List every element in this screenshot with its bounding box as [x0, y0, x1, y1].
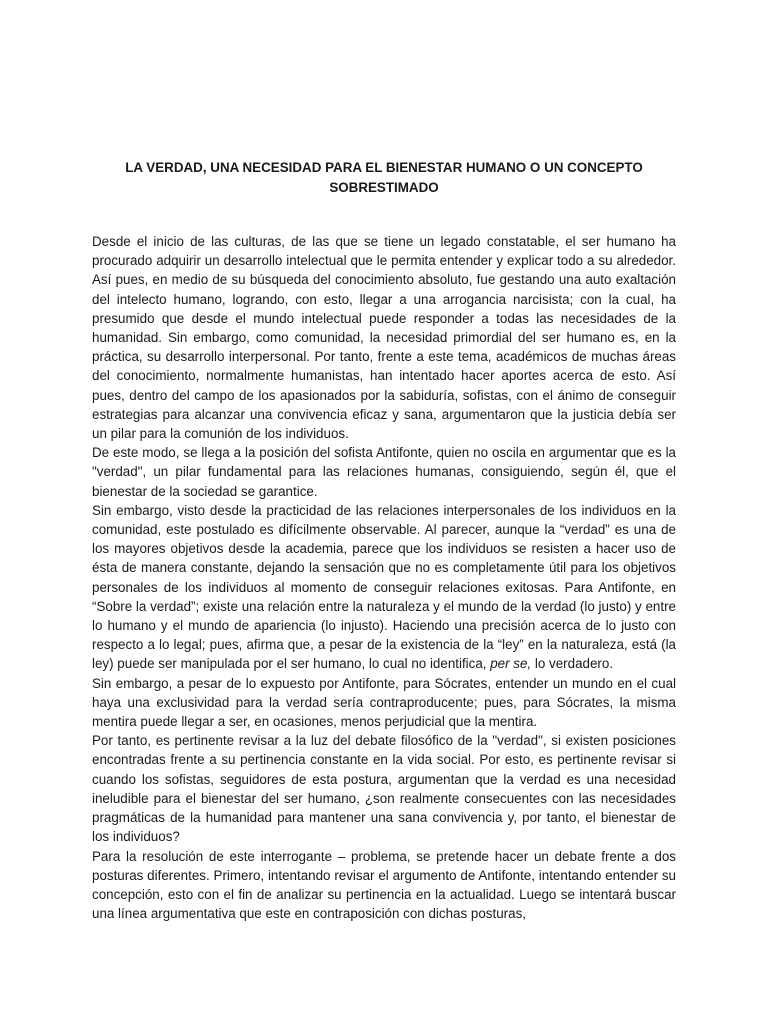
- body-paragraph: [92, 674, 676, 732]
- body-paragraph: [92, 232, 676, 443]
- paragraph-text: Por tanto, es pertinente revisar a la luz del debate filosófico de la "verdad", si existen posiciones encontradas frente a su pertinencia constante en la vida social. Por esto, es pertinente revisar si cuando los sofistas, seguidores de esta postura, argumentan que la verdad es una necesidad ineludible para el bienestar del ser humano, ¿son realmente consecuentes con las necesidades pragmáticas de la humanidad para mantener una sana convivencia y, por tanto, el bienestar de los individuos?: [92, 733, 676, 845]
- body-paragraph: [92, 847, 676, 924]
- paragraph-text: lo verdadero.: [531, 656, 614, 672]
- body-paragraph: [92, 731, 676, 846]
- document-body: [92, 232, 676, 923]
- paragraph-text: Desde el inicio de las culturas, de las que se tiene un legado constatable, el ser humano ha procurado adquirir un desarrollo intelectual que le permita entender y explicar todo a su alrededor. Así pues, en medio de su búsqueda del conocimiento absoluto, fue gestando una auto exaltación del intelecto humano, logrando, con esto, llegar a una arrogancia narcisista; con la cual, ha presumido que desde el mundo intelectual puede responder a todas las necesidades de la humanidad. Sin embargo, como comunidad, la necesidad primordial del ser humano es, en la práctica, su desarrollo interpersonal. Por tanto, frente a este tema, académicos de muchas áreas del conocimiento, normalmente humanistas, han intentado hacer aportes acerca de esto. Así pues, dentro del campo de los apasionados por la sabiduría, sofistas, con el ánimo de conseguir estrategias para alcanzar una convivencia eficaz y sana, argumentaron que la justicia debía ser un pilar para la comunión de los individuos.: [92, 234, 676, 442]
- paragraph-text: Sin embargo, visto desde la practicidad de las relaciones interpersonales de los individuos en la comunidad, este postulado es difícilmente observable. Al parecer, aunque la “verdad” es una de los mayores objetivos desde la academia, parece que los individuos se resisten a hacer uso de ésta de manera constante, dejando la sensación que no es completamente útil para los objetivos personales de los individuos al momento de conseguir relaciones exitosas. Para Antifonte, en “Sobre la verdad”; existe una relación entre la naturaleza y el mundo de la verdad (lo justo) y entre lo humano y el mundo de apariencia (lo injusto). Haciendo una precisión acerca de lo justo con respecto a lo legal; pues, afirma que, a pesar de la existencia de la “ley” en la naturaleza, está (la ley) puede ser manipulada por el ser humano, lo cual no identifica,: [92, 502, 676, 672]
- paragraph-text: De este modo, se llega a la posición del sofista Antifonte, quien no oscila en argumentar que es la "verdad", un pilar fundamental para las relaciones humanas, consiguiendo, según él, que el bienestar de la sociedad se garantice.: [92, 445, 676, 499]
- document-title: LA VERDAD, UNA NECESIDAD PARA EL BIENESTAR HUMANO O UN CONCEPTO SOBRESTIMADO: [125, 160, 643, 195]
- body-paragraph: [92, 501, 676, 674]
- paragraph-text: Para la resolución de este interrogante – problema, se pretende hacer un debate frente a dos posturas diferentes. Primero, intentando revisar el argumento de Antifonte, intentando entender su concepción, esto con el fin de analizar su pertinencia en la actualidad. Luego se intentará buscar una línea argumentativa que este en contraposición con dichas posturas,: [92, 848, 676, 922]
- body-paragraph: [92, 443, 676, 501]
- paragraph-text: Sin embargo, a pesar de lo expuesto por Antifonte, para Sócrates, entender un mundo en el cual haya una exclusividad para la verdad sería contraproducente; pues, para Sócrates, la misma mentira puede llegar a ser, en ocasiones, menos perjudicial que la mentira.: [92, 675, 676, 730]
- italic-text: per se,: [490, 656, 532, 672]
